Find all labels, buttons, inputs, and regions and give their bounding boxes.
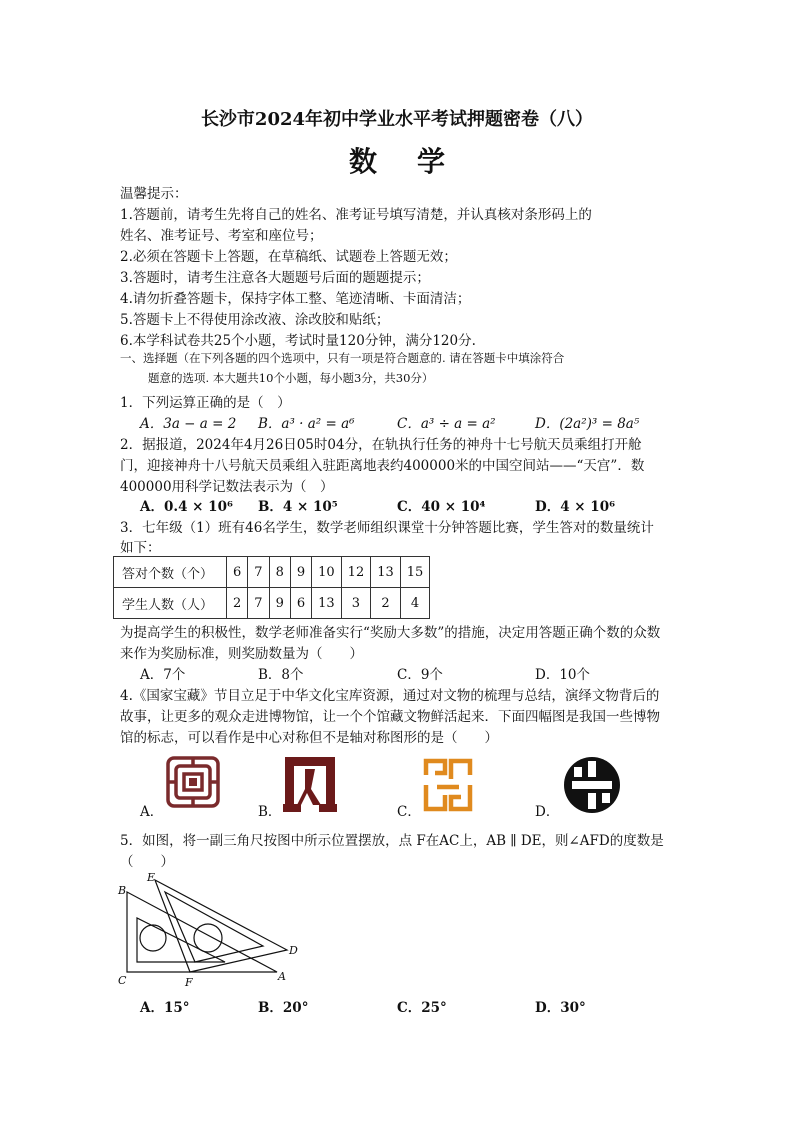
q3-option-d: D．10个 [535, 667, 591, 683]
q2-line: 门，迎接神舟十八号航天员乘组入驻距离地表约400000米的中国空间站——“天宫”．数 [120, 458, 645, 474]
triangle-rulers-figure [115, 870, 305, 992]
table-header-cell: 答对个数（个） [114, 557, 227, 588]
museum-logo-a [162, 752, 224, 812]
table-cell: 13 [371, 557, 401, 588]
tips-heading: 温馨提示： [120, 186, 188, 202]
label-b: B [118, 884, 127, 897]
table-row [114, 588, 430, 619]
exam-title: 长沙市2024年初中学业水平考试押题密卷（八） [200, 109, 594, 130]
label-c: C [118, 974, 127, 987]
q2-line: 2．据报道，2024年4月26日05时04分，在轨执行任务的神舟十七号航天员乘组打开舱 [120, 437, 642, 453]
label-e: E [147, 871, 156, 884]
q3-line: 为提高学生的积极性，数学老师准备实行“奖励大多数”的措施，决定用答题正确个数的众数 [120, 625, 661, 641]
q2-option-b: B．4 × 10⁵ [258, 499, 338, 515]
q5-option-d: D．30° [535, 1000, 586, 1016]
q1-stem: 1．下列运算正确的是（ ） [120, 395, 291, 411]
tip-line: 6.本学科试卷共25个小题，考试时量120分钟，满分120分. [120, 333, 476, 349]
q3-line: 3．七年级（1）班有46名学生，数学老师组织课堂十分钟答题比赛，学生答对的数量统计 [120, 520, 654, 536]
table-cell: 2 [227, 588, 248, 619]
table-cell: 15 [400, 557, 430, 588]
q4-option-d: D． [535, 804, 560, 820]
tip-line: 1.答题前，请考生先将自己的姓名、准考证号填写清楚，并认真核对条形码上的 [120, 207, 592, 223]
museum-logo-d [562, 755, 622, 815]
table-row [114, 557, 430, 588]
q5-option-b: B．20° [258, 1000, 309, 1016]
table-cell: 9 [290, 557, 311, 588]
tip-line: 姓名、准考证号、考室和座位号； [120, 228, 323, 244]
q5-option-c: C．25° [397, 1000, 447, 1016]
q5-option-a: A．15° [140, 1000, 190, 1016]
table-cell: 2 [371, 588, 401, 619]
table-cell: 7 [248, 588, 269, 619]
q1-option-a: A．3a − a = 2 [140, 416, 237, 432]
section-heading: 一、选择题（在下列各题的四个选项中，只有一项是符合题意的. 请在答题卡中填涂符合 [120, 351, 565, 365]
q5-line: 5．如图，将一副三角尺按图中所示位置摆放，点 F在AC上，AB ∥ DE，则∠AFD的度数是 [120, 833, 664, 849]
table-cell: 6 [290, 588, 311, 619]
table-cell: 9 [269, 588, 290, 619]
museum-logo-b [283, 755, 337, 813]
q1-option-c: C．a³ ÷ a = a² [397, 416, 496, 432]
tip-line: 3.答题时，请考生注意各大题题号后面的题题提示； [120, 270, 430, 286]
table-cell: 12 [341, 557, 371, 588]
tip-line: 2.必须在答题卡上答题，在草稿纸、试题卷上答题无效； [120, 249, 457, 265]
q5-line: （ ） [120, 854, 174, 870]
q2-option-d: D．4 × 10⁶ [535, 499, 616, 515]
table-cell: 3 [341, 588, 371, 619]
q4-line: 馆的标志，可以看作是中心对称但不是轴对称图形的是（ ） [120, 730, 498, 746]
table-cell: 7 [248, 557, 269, 588]
subject-title: 数学 [348, 145, 485, 178]
table-cell: 6 [227, 557, 248, 588]
q1-option-b: B．a³ · a² = a⁶ [258, 416, 355, 432]
label-f: F [185, 976, 193, 989]
q4-option-a: A． [140, 804, 164, 820]
q3-option-c: C．9个 [397, 667, 443, 683]
section-heading-cont: 题意的选项. 本大题共10个小题，每小题3分，共30分） [148, 371, 434, 385]
tip-line: 4.请勿折叠答题卡，保持字体工整、笔迹清晰、卡面清洁； [120, 291, 471, 307]
label-a: A [278, 970, 286, 983]
tip-line: 5.答题卡上不得使用涂改液、涂改胶和贴纸； [120, 312, 390, 328]
table-header-cell: 学生人数（人） [114, 588, 227, 619]
q3-option-a: A．7个 [140, 667, 186, 683]
table-cell: 8 [269, 557, 290, 588]
museum-logo-c [423, 757, 473, 813]
q2-line: 400000用科学记数法表示为（ ） [120, 479, 334, 495]
answer-stats-table [113, 556, 430, 619]
q4-line: 4.《国家宝藏》节目立足于中华文化宝库资源，通过对文物的梳理与总结，演绎文物背后的 [120, 688, 660, 704]
q4-option-b: B． [258, 804, 282, 820]
table-cell: 10 [312, 557, 342, 588]
q3-line: 来作为奖励标准，则奖励数量为（ ） [120, 646, 363, 662]
q2-option-a: A．0.4 × 10⁶ [140, 499, 233, 515]
table-cell: 4 [400, 588, 430, 619]
q1-option-d: D．(2a²)³ = 8a⁵ [535, 416, 640, 432]
q4-option-c: C． [397, 804, 421, 820]
label-d: D [289, 944, 298, 957]
table-cell: 13 [312, 588, 342, 619]
q3-line: 如下： [120, 540, 161, 556]
q2-option-c: C．40 × 10⁴ [397, 499, 486, 515]
q3-option-b: B．8个 [258, 667, 304, 683]
q4-line: 故事，让更多的观众走进博物馆，让一个个馆藏文物鲜活起来．下面四幅图是我国一些博物 [120, 709, 660, 725]
